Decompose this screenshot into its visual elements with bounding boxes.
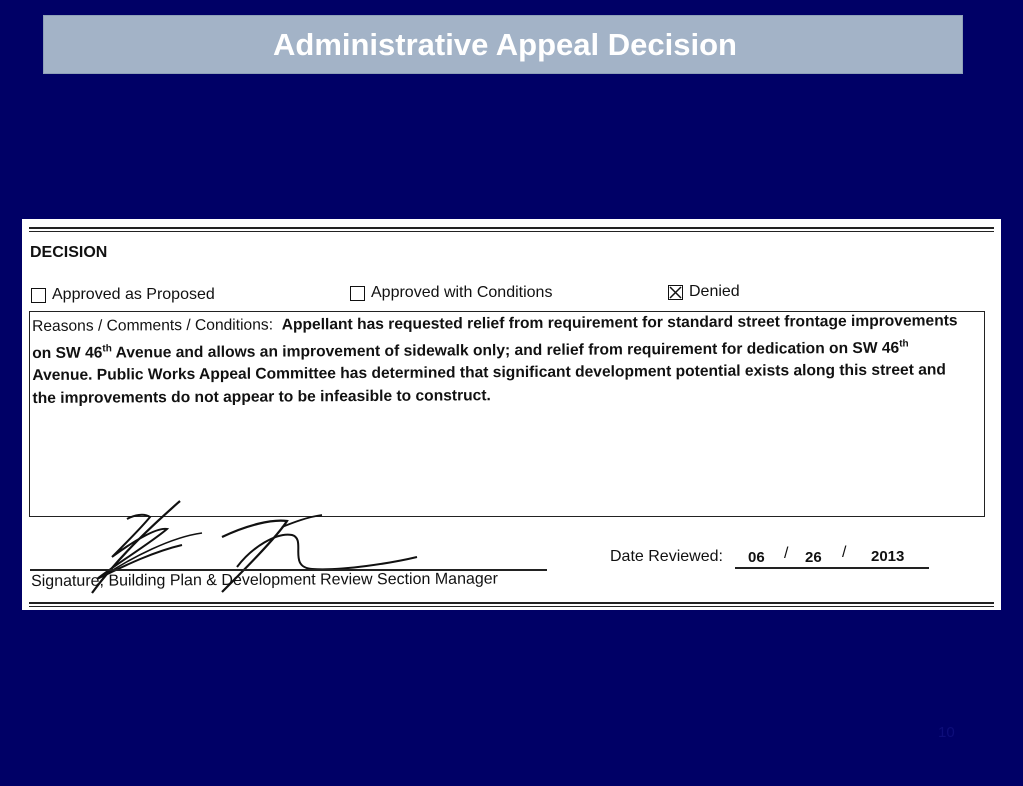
reasons-part-2: Avenue and allows an improvement of sidewalk only; and relief from requirement for dedication on SW 46 [111, 339, 900, 362]
date-separator: / [842, 544, 847, 561]
top-rule-thin [29, 231, 994, 232]
reasons-text [32, 310, 968, 410]
date-day: 26 [805, 549, 822, 566]
decision-heading: DECISION [30, 244, 108, 261]
option-label: Approved as Proposed [52, 286, 215, 303]
superscript-th: th [899, 338, 909, 350]
slide-title-bar [43, 15, 963, 74]
page-number: 10 [938, 724, 955, 741]
option-approved-with-conditions [350, 284, 552, 302]
checkbox-unchecked-icon [350, 286, 365, 301]
checkbox-checked-x-icon [668, 285, 683, 300]
scanned-decision-form [22, 219, 1001, 610]
option-approved-as-proposed [31, 286, 215, 304]
superscript-th: th [102, 343, 112, 355]
reasons-part-3: Avenue. Public Works Appeal Committee has determined that significant development potential exists along this street and the improvements do not appear to be infeasible to construct. [32, 361, 946, 407]
top-rule [29, 227, 994, 229]
date-line [735, 567, 929, 569]
signature-caption: Signature, Building Plan & Development Review Section Manager [31, 570, 499, 590]
bottom-rule [29, 602, 994, 604]
option-label: Denied [689, 283, 740, 300]
reasons-box [29, 311, 985, 517]
date-month: 06 [748, 549, 765, 566]
bottom-rule-thin [29, 606, 994, 607]
date-reviewed-label: Date Reviewed: [610, 548, 723, 565]
date-year: 2013 [871, 548, 905, 565]
reasons-label: Reasons / Comments / Conditions: [32, 316, 274, 335]
reasons-part-1: Appellant has requested relief from requirement for standard street frontage improvements on SW 46 [32, 312, 958, 362]
date-separator: / [784, 545, 789, 562]
option-denied [668, 283, 740, 301]
slide-title: Administrative Appeal Decision [273, 26, 737, 62]
option-label: Approved with Conditions [371, 284, 553, 301]
checkbox-unchecked-icon [31, 288, 46, 303]
